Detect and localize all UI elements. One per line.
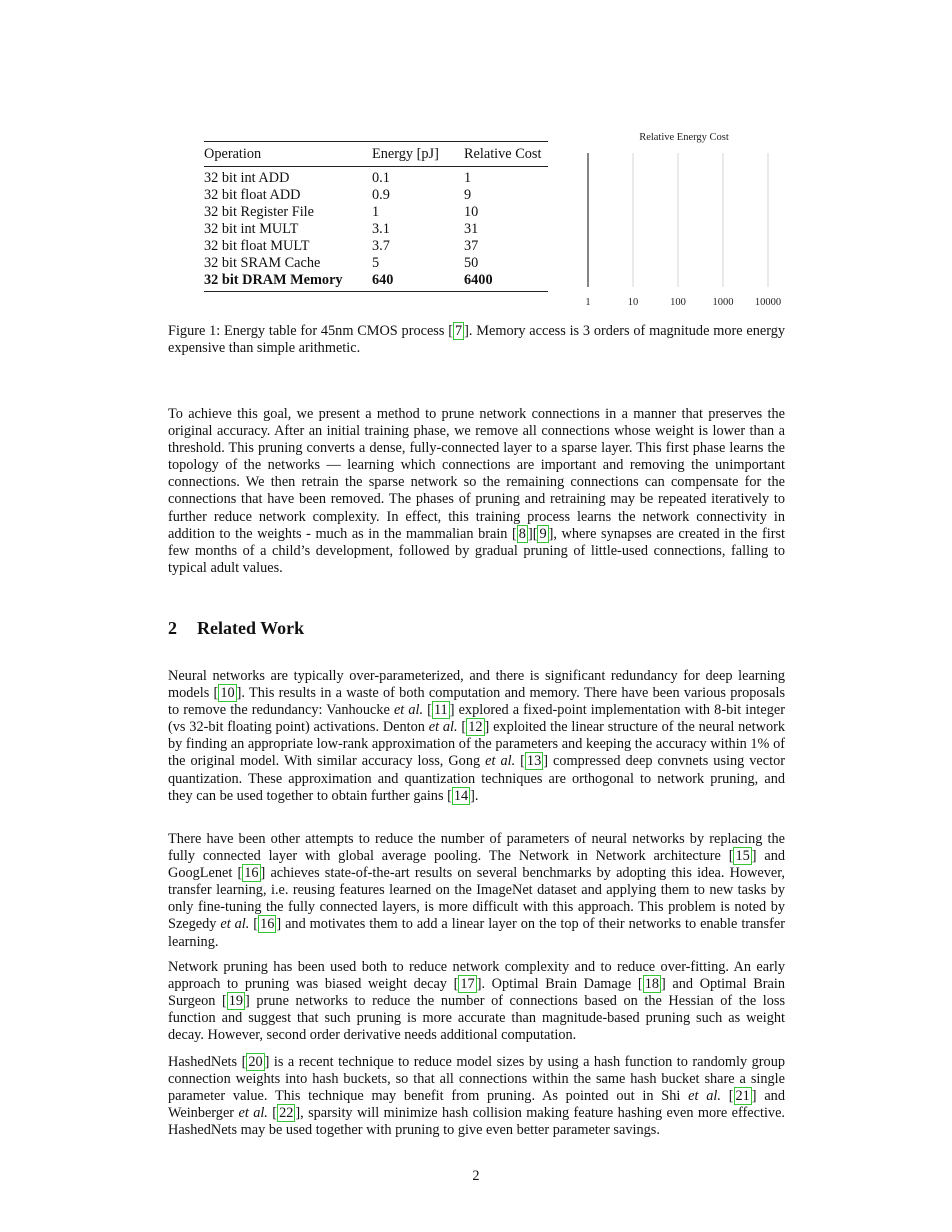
paragraph-text: There have been other attempts to reduce the number of parameters of neural networks by replacing the fully connected layer with global average pooling. The Network in Network architecture [	[168, 831, 785, 865]
paragraph-text: ].	[470, 787, 479, 804]
paragraph-text: ]. This results in a waste of both computation and memory. There have been various proposals to remove the redundancy: Vanhoucke	[168, 685, 786, 719]
citation-link[interactable]: 8	[518, 525, 526, 542]
paragraph-text: [	[423, 702, 432, 719]
header-operation: Operation	[204, 142, 372, 167]
cell-relative: 37	[464, 238, 479, 254]
table-row	[204, 167, 548, 188]
citation-link[interactable]: 16	[260, 916, 275, 933]
table-row	[204, 272, 548, 292]
paragraph-text: ] and Weinberger	[168, 1088, 785, 1122]
chart-bar	[588, 214, 655, 225]
chart-ticks	[585, 297, 781, 308]
chart-bar	[588, 157, 589, 168]
chart-bar	[588, 176, 631, 187]
caption-prefix: Figure 1: Energy table for 45nm CMOS process [	[168, 323, 453, 339]
cell-energy: 1	[372, 204, 380, 220]
chart-canvas	[575, 125, 795, 315]
paragraph-text: [	[515, 753, 525, 770]
citation-link[interactable]: 15	[735, 848, 750, 865]
emphasis: et al.	[393, 702, 424, 719]
cell-operation: 32 bit int MULT	[204, 221, 299, 237]
cell-relative: 6400	[464, 272, 548, 292]
header-relative-cost: Relative Cost	[464, 142, 548, 167]
cell-operation: 32 bit DRAM Memory	[204, 272, 372, 292]
section-number: 2	[168, 618, 177, 638]
cell-energy: 3.7	[372, 238, 390, 254]
paragraph-text: ], sparsity will minimize hash collision making feature hashing even more effective. HashedNets may be used together with pruning to give even better parameter savings.	[168, 1105, 785, 1139]
cell-operation: 32 bit SRAM Cache	[204, 255, 321, 271]
emphasis: et al.	[428, 719, 458, 736]
paragraph-text: ] and Optimal Brain Surgeon [	[168, 976, 785, 1010]
paragraph-text: [	[457, 719, 467, 736]
energy-table	[204, 141, 548, 292]
paragraph	[168, 959, 785, 1044]
paragraph-text: [	[720, 1088, 734, 1105]
cell-relative: 10	[464, 204, 479, 220]
chart-bar	[588, 253, 664, 264]
cell-energy: 5	[372, 255, 380, 271]
figure-caption	[168, 323, 785, 357]
emphasis: et al.	[220, 916, 250, 933]
chart-tick-label: 1	[585, 297, 591, 308]
cell-energy: 0.1	[372, 170, 390, 186]
emphasis: et al.	[688, 1088, 721, 1105]
cell-operation: 32 bit float ADD	[204, 187, 301, 203]
chart-bar	[588, 233, 659, 244]
cell-operation: 32 bit int ADD	[204, 170, 290, 186]
chart-bar	[588, 272, 759, 283]
paragraph-text: Network pruning has been used both to reduce network complexity and to reduce over-fitting. An early approach to pruning was biased weight decay [	[168, 959, 785, 993]
paragraph-text: ] achieves state-of-the-art results on several benchmarks by adopting this idea. However, transfer learning, i.e. reusing features learned on the ImageNet dataset and applying them to new tasks by only fine-tuning the fully connected layers, is more difficult with this approach. This problem is noted by Szegedy	[168, 865, 786, 933]
cell-relative: 1	[464, 170, 472, 186]
citation-link[interactable]: 18	[644, 976, 659, 993]
chart-bar	[588, 195, 633, 206]
emphasis: et al.	[238, 1105, 268, 1122]
section-heading	[168, 618, 304, 639]
paragraph-text: ] exploited the linear structure of the neural network by finding an appropriate low-rank approximation of the parameters and keeping the accuracy within 1% of the original model. With similar accuracy loss, Gong	[168, 719, 785, 770]
chart-tick-label: 100	[670, 297, 686, 308]
paragraph	[168, 1054, 785, 1139]
citation-link[interactable]: 21	[735, 1088, 750, 1105]
paragraph-text: Neural networks are typically over-parameterized, and there is significant redundancy for deep learning models [	[168, 668, 785, 702]
paragraph-text: ] is a recent technique to reduce model sizes by using a hash function to randomly group connection weights into hash buckets, so that all connections within the same hash bucket share a single parameter value. This technique may benefit from pruning. As pointed out in Shi	[168, 1054, 785, 1105]
page-number: 2	[472, 1168, 480, 1184]
paragraph-text: [	[267, 1105, 278, 1122]
cell-energy: 0.9	[372, 187, 390, 203]
table-row	[204, 255, 548, 272]
citation-link[interactable]: 11	[433, 702, 448, 719]
paragraph-text: HashedNets [	[168, 1054, 247, 1070]
citation-link[interactable]: 12	[468, 719, 483, 736]
chart-tick-label: 1000	[712, 297, 734, 308]
citation-link[interactable]: 9	[539, 525, 547, 542]
section-title: Related Work	[197, 618, 305, 638]
table-header-row	[204, 142, 548, 167]
cell-operation: 32 bit float MULT	[204, 238, 310, 254]
header-energy: Energy [pJ]	[372, 142, 464, 167]
paragraph	[168, 668, 785, 805]
paragraph-text: To achieve this goal, we present a method to prune network connections in a manner that preserves the original accuracy. After an initial training phase, we remove all connections whose weight is lower than a threshold. This pruning converts a dense, fully-connected layer to a sparse layer. This first phase learns the topology of the networks — learning which connections are important and removing the unimportant connections. We then retrain the sparse network so the remaining connections can compensate for the connections that have been removed. The phases of pruning and retraining may be repeated iteratively to further reduce network complexity. In effect, this training process learns the network connectivity in addition to the weights - much as in the mammalian brain	[168, 406, 785, 542]
paragraph-text: ] and GoogLenet [	[168, 848, 785, 882]
citation-link[interactable]: 19	[228, 993, 244, 1010]
cell-energy: 640	[372, 272, 464, 292]
chart-tick-label: 10	[627, 297, 639, 308]
paragraph-text: ] prune networks to reduce the number of connections based on the Hessian of the loss function and suggest that such pruning is more accurate than magnitude-based pruning such as weight decay. However, second order derivative needs additional computation.	[168, 993, 786, 1044]
paragraph-text: ]. Optimal Brain Damage [	[476, 976, 643, 993]
citation-link[interactable]: 22	[279, 1105, 294, 1122]
cell-relative: 50	[464, 255, 479, 271]
cell-relative: 9	[464, 187, 472, 203]
citation-link[interactable]: 17	[460, 976, 475, 993]
chart-bars	[588, 157, 759, 283]
paragraph-text: [	[249, 916, 259, 933]
table-row	[204, 221, 548, 238]
paragraph-text: ] explored a fixed-point implementation with 8-bit integer (vs 32-bit floating point) activations. Denton	[168, 702, 785, 736]
cell-operation: 32 bit Register File	[204, 204, 314, 220]
citation-link[interactable]: 10	[220, 685, 235, 702]
citation-link[interactable]: 13	[526, 753, 542, 770]
paragraph-text: ] and motivates them to add a linear layer on the top of their networks to enable transfer learning.	[168, 916, 785, 950]
table-row	[204, 204, 548, 221]
caption-suffix: ]. Memory access is 3 orders of magnitude more energy expensive than simple arithmetic.	[168, 323, 786, 357]
chart-title: Relative Energy Cost	[639, 132, 729, 143]
citation-link[interactable]: 16	[244, 865, 259, 882]
citation-link[interactable]: 7	[454, 323, 463, 339]
paragraph-text: , where synapses are created in the first few months of a child’s development, followed by gradual pruning of little-used connections, falling to typical adult values.	[168, 525, 785, 576]
citation-link[interactable]: 14	[453, 787, 469, 804]
paragraph	[168, 831, 785, 951]
citation-link[interactable]: 20	[248, 1054, 263, 1070]
chart-tick-label: 10000	[754, 297, 782, 308]
relative-energy-chart	[575, 125, 795, 315]
table-row	[204, 187, 548, 204]
cell-energy: 3.1	[372, 221, 390, 237]
emphasis: et al.	[485, 753, 516, 770]
table-row	[204, 238, 548, 255]
cell-relative: 31	[464, 221, 479, 237]
paragraph: To achieve this goal, we present a method to prune network connections in a manner that preserves the original accuracy. After an initial training phase, we remove all connections whose weight is lower than a threshold. This pruning converts a dense, fully-connected layer to a sparse layer. This first phase learns the topology of the networks — learning which connections are important and removing the unimportant connections. We then retrain the sparse network so the remaining connections can compensate for the connections that have been removed. The phases of pruning and retraining may be repeated iteratively to further reduce network complexity. In effect, this training process learns the network connectivity in addition to the weights - much as in the mammalian brain [ 8 ][ 9 ], where synapses are created in the first few months of a child’s development, followed by gradual pruning of little-used connections, falling to typical adult values.	[168, 406, 785, 576]
paragraph-text: ] compressed deep convnets using vector quantization. These approximation and quantization techniques are orthogonal to network pruning, and they can be used together to obtain further gains [	[168, 753, 785, 804]
